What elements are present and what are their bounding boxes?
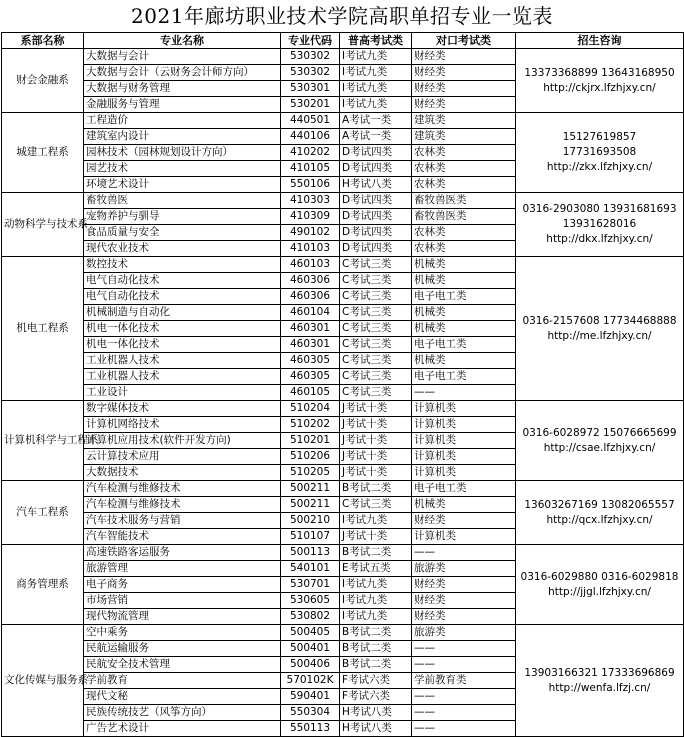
department-name: 商务管理系 xyxy=(2,545,84,625)
exam-category: I考试九类 xyxy=(340,593,412,609)
table-row xyxy=(2,113,684,129)
header-exam: 普高考试类 xyxy=(340,33,412,49)
page-title: 2021年廊坊职业技术学院高职单招专业一览表 xyxy=(131,4,553,28)
major-name: 大数据与财务管理 xyxy=(84,81,281,97)
contact-phone: 0316-6028972 15076665699 xyxy=(522,426,677,439)
major-code: 460305 xyxy=(281,369,340,385)
major-code: 510201 xyxy=(281,433,340,449)
major-code: 460105 xyxy=(281,385,340,401)
major-name: 汽车智能技术 xyxy=(84,529,281,545)
exam-category: C考试三类 xyxy=(340,273,412,289)
exam-category: C考试三类 xyxy=(340,337,412,353)
admission-contact xyxy=(516,257,684,401)
major-code: 490102 xyxy=(281,225,340,241)
contact-website[interactable]: http://wenfa.lfzj.cn/ xyxy=(548,681,651,694)
exam-category: B考试二类 xyxy=(340,481,412,497)
major-name: 云计算技术应用 xyxy=(84,449,281,465)
exam-category: C考试三类 xyxy=(340,305,412,321)
exam-category: C考试三类 xyxy=(340,497,412,513)
exam-category: J考试十类 xyxy=(340,433,412,449)
exam-category: A考试一类 xyxy=(340,129,412,145)
major-name: 大数据与会计 xyxy=(84,49,281,65)
major-name: 计算机应用技术(软件开发方向) xyxy=(84,433,281,449)
major-code: 510205 xyxy=(281,465,340,481)
exam-category: F考试六类 xyxy=(340,689,412,705)
major-code: 510107 xyxy=(281,529,340,545)
counter-exam-category: 财经类 xyxy=(412,97,516,113)
exam-category: D考试四类 xyxy=(340,145,412,161)
major-code: 500401 xyxy=(281,641,340,657)
header-code: 专业代码 xyxy=(281,33,340,49)
contact-website[interactable]: http://me.lfzhjxy.cn/ xyxy=(547,329,652,342)
major-name: 电气自动化技术 xyxy=(84,273,281,289)
counter-exam-category: 建筑类 xyxy=(412,113,516,129)
major-code: 510202 xyxy=(281,417,340,433)
counter-exam-category: 计算机类 xyxy=(412,465,516,481)
counter-exam-category: 旅游类 xyxy=(412,625,516,641)
table-row xyxy=(2,193,684,209)
exam-category: I考试九类 xyxy=(340,81,412,97)
contact-phone: 13903166321 17333696869 xyxy=(524,666,675,679)
major-code: 530701 xyxy=(281,577,340,593)
major-code: 460305 xyxy=(281,353,340,369)
counter-exam-category: 建筑类 xyxy=(412,129,516,145)
header-major: 专业名称 xyxy=(84,33,281,49)
counter-exam-category: 财经类 xyxy=(412,513,516,529)
major-code: 550106 xyxy=(281,177,340,193)
exam-category: F考试六类 xyxy=(340,673,412,689)
major-name: 旅游管理 xyxy=(84,561,281,577)
major-name: 学前教育 xyxy=(84,673,281,689)
exam-category: E考试五类 xyxy=(340,561,412,577)
major-code: 570102K xyxy=(281,673,340,689)
major-code: 460104 xyxy=(281,305,340,321)
major-name: 机电一体化技术 xyxy=(84,337,281,353)
counter-exam-category: —— xyxy=(412,545,516,561)
exam-category: C考试三类 xyxy=(340,353,412,369)
department-name: 汽车工程系 xyxy=(2,481,84,545)
exam-category: J考试十类 xyxy=(340,529,412,545)
exam-category: J考试十类 xyxy=(340,465,412,481)
majors-table xyxy=(1,32,684,737)
table-row xyxy=(2,625,684,641)
major-name: 汽车检测与维修技术 xyxy=(84,497,281,513)
major-name: 畜牧兽医 xyxy=(84,193,281,209)
major-code: 540101 xyxy=(281,561,340,577)
department-name: 城建工程系 xyxy=(2,113,84,193)
major-code: 460301 xyxy=(281,321,340,337)
exam-category: C考试三类 xyxy=(340,385,412,401)
admission-contact xyxy=(516,481,684,545)
counter-exam-category: 农林类 xyxy=(412,241,516,257)
counter-exam-category: 农林类 xyxy=(412,145,516,161)
table-row xyxy=(2,401,684,417)
major-code: 460306 xyxy=(281,273,340,289)
exam-category: C考试三类 xyxy=(340,257,412,273)
table-body xyxy=(2,49,684,737)
major-code: 440106 xyxy=(281,129,340,145)
department-name: 财会金融系 xyxy=(2,49,84,113)
counter-exam-category: 财经类 xyxy=(412,609,516,625)
contact-website[interactable]: http://ckjrx.lfzhjxy.cn/ xyxy=(543,81,656,94)
exam-category: D考试四类 xyxy=(340,241,412,257)
major-name: 机电一体化技术 xyxy=(84,321,281,337)
major-code: 460306 xyxy=(281,289,340,305)
counter-exam-category: 财经类 xyxy=(412,577,516,593)
major-code: 500211 xyxy=(281,497,340,513)
major-name: 工程造价 xyxy=(84,113,281,129)
admission-contact xyxy=(516,193,684,257)
header-contact: 招生咨询 xyxy=(516,33,684,49)
table-row xyxy=(2,481,684,497)
counter-exam-category: 财经类 xyxy=(412,593,516,609)
major-code: 530302 xyxy=(281,49,340,65)
counter-exam-category: 机械类 xyxy=(412,305,516,321)
exam-category: B考试二类 xyxy=(340,657,412,673)
major-name: 现代农业技术 xyxy=(84,241,281,257)
exam-category: I考试九类 xyxy=(340,609,412,625)
table-row xyxy=(2,257,684,273)
counter-exam-category: —— xyxy=(412,657,516,673)
major-name: 空中乘务 xyxy=(84,625,281,641)
major-name: 高速铁路客运服务 xyxy=(84,545,281,561)
contact-phone: 17731693508 xyxy=(562,146,637,158)
counter-exam-category: 农林类 xyxy=(412,225,516,241)
counter-exam-category: 财经类 xyxy=(412,49,516,65)
major-name: 数字媒体技术 xyxy=(84,401,281,417)
counter-exam-category: 计算机类 xyxy=(412,529,516,545)
admission-contact xyxy=(516,113,684,193)
admission-contact xyxy=(516,49,684,113)
counter-exam-category: 计算机类 xyxy=(412,449,516,465)
major-name: 金融服务与管理 xyxy=(84,97,281,113)
major-code: 410309 xyxy=(281,209,340,225)
major-name: 数控技术 xyxy=(84,257,281,273)
exam-category: H考试八类 xyxy=(340,177,412,193)
exam-category: C考试三类 xyxy=(340,321,412,337)
counter-exam-category: 学前教育类 xyxy=(412,673,516,689)
counter-exam-category: 财经类 xyxy=(412,65,516,81)
major-code: 500406 xyxy=(281,657,340,673)
major-code: 460301 xyxy=(281,337,340,353)
counter-exam-category: 机械类 xyxy=(412,273,516,289)
contact-phone: 13373368899 13643168950 xyxy=(524,66,675,79)
contact-phone: 13603267169 13082065557 xyxy=(524,498,675,511)
counter-exam-category: 计算机类 xyxy=(412,417,516,433)
exam-category: D考试四类 xyxy=(340,225,412,241)
exam-category: B考试二类 xyxy=(340,641,412,657)
counter-exam-category: 财经类 xyxy=(412,81,516,97)
department-name: 文化传媒与服务系 xyxy=(2,625,84,737)
contact-website[interactable]: http://dkx.lfzhjxy.cn/ xyxy=(546,233,653,245)
table-header-row xyxy=(2,33,684,49)
major-name: 现代文秘 xyxy=(84,689,281,705)
counter-exam-category: 畜牧兽医类 xyxy=(412,209,516,225)
major-code: 550113 xyxy=(281,721,340,737)
contact-website[interactable]: http://qcx.lfzhjxy.cn/ xyxy=(546,513,653,526)
major-name: 工业机器人技术 xyxy=(84,369,281,385)
counter-exam-category: 农林类 xyxy=(412,161,516,177)
contact-phone: 0316-6029880 0316-6029818 xyxy=(520,570,679,583)
counter-exam-category: 畜牧兽医类 xyxy=(412,193,516,209)
major-code: 460103 xyxy=(281,257,340,273)
major-code: 530302 xyxy=(281,65,340,81)
counter-exam-category: 计算机类 xyxy=(412,401,516,417)
exam-category: I考试九类 xyxy=(340,513,412,529)
major-name: 广告艺术设计 xyxy=(84,721,281,737)
exam-category: J考试十类 xyxy=(340,401,412,417)
exam-category: J考试十类 xyxy=(340,449,412,465)
major-name: 汽车技术服务与营销 xyxy=(84,513,281,529)
major-code: 440501 xyxy=(281,113,340,129)
counter-exam-category: 电子电工类 xyxy=(412,337,516,353)
major-code: 530605 xyxy=(281,593,340,609)
major-name: 电气自动化技术 xyxy=(84,289,281,305)
major-name: 工业设计 xyxy=(84,385,281,401)
counter-exam-category: 电子电工类 xyxy=(412,289,516,305)
counter-exam-category: —— xyxy=(412,641,516,657)
contact-website[interactable]: http://jjgl.lfzhjxy.cn/ xyxy=(548,585,651,598)
major-code: 410105 xyxy=(281,161,340,177)
major-name: 市场营销 xyxy=(84,593,281,609)
major-name: 大数据技术 xyxy=(84,465,281,481)
major-name: 大数据与会计（云财务会计师方向） xyxy=(84,65,281,81)
major-name: 民族传统技艺（风筝方向） xyxy=(84,705,281,721)
exam-category: C考试三类 xyxy=(340,369,412,385)
table-row xyxy=(2,545,684,561)
exam-category: I考试九类 xyxy=(340,97,412,113)
major-code: 530201 xyxy=(281,97,340,113)
exam-category: C考试三类 xyxy=(340,289,412,305)
major-name: 现代物流管理 xyxy=(84,609,281,625)
table-row xyxy=(2,49,684,65)
exam-category: D考试四类 xyxy=(340,209,412,225)
contact-phone: 15127619857 xyxy=(562,131,637,143)
major-name: 计算机网络技术 xyxy=(84,417,281,433)
major-name: 园林技术（园林规划设计方向） xyxy=(84,145,281,161)
contact-phone: 0316-2903080 13931681693 xyxy=(522,203,677,215)
department-name: 计算机科学与工程系 xyxy=(2,401,84,481)
admission-contact xyxy=(516,545,684,625)
major-name: 民航安全技术管理 xyxy=(84,657,281,673)
major-code: 500405 xyxy=(281,625,340,641)
counter-exam-category: 机械类 xyxy=(412,497,516,513)
counter-exam-category: —— xyxy=(412,705,516,721)
exam-category: I考试九类 xyxy=(340,577,412,593)
counter-exam-category: 机械类 xyxy=(412,353,516,369)
exam-category: J考试十类 xyxy=(340,417,412,433)
major-code: 590401 xyxy=(281,689,340,705)
exam-category: B考试二类 xyxy=(340,625,412,641)
major-code: 530802 xyxy=(281,609,340,625)
major-code: 500113 xyxy=(281,545,340,561)
admission-contact xyxy=(516,625,684,737)
major-code: 550304 xyxy=(281,705,340,721)
exam-category: H考试八类 xyxy=(340,705,412,721)
major-code: 500211 xyxy=(281,481,340,497)
major-name: 工业机器人技术 xyxy=(84,353,281,369)
major-name: 机械制造与自动化 xyxy=(84,305,281,321)
major-name: 民航运输服务 xyxy=(84,641,281,657)
exam-category: D考试四类 xyxy=(340,161,412,177)
counter-exam-category: 机械类 xyxy=(412,321,516,337)
exam-category: A考试一类 xyxy=(340,113,412,129)
major-code: 510206 xyxy=(281,449,340,465)
major-name: 宠物养护与驯导 xyxy=(84,209,281,225)
exam-category: I考试九类 xyxy=(340,65,412,81)
counter-exam-category: 农林类 xyxy=(412,177,516,193)
counter-exam-category: 旅游类 xyxy=(412,561,516,577)
counter-exam-category: —— xyxy=(412,721,516,737)
major-name: 电子商务 xyxy=(84,577,281,593)
admission-contact xyxy=(516,401,684,481)
major-name: 园艺技术 xyxy=(84,161,281,177)
contact-phone: 13931628016 xyxy=(562,218,637,230)
exam-category: D考试四类 xyxy=(340,193,412,209)
contact-phone: 0316-2157608 17734468888 xyxy=(522,314,677,327)
counter-exam-category: —— xyxy=(412,385,516,401)
department-name: 动物科学与技术系 xyxy=(2,193,84,257)
exam-category: B考试二类 xyxy=(340,545,412,561)
counter-exam-category: 计算机类 xyxy=(412,433,516,449)
counter-exam-category: 电子电工类 xyxy=(412,369,516,385)
major-name: 汽车检测与维修技术 xyxy=(84,481,281,497)
major-code: 410202 xyxy=(281,145,340,161)
contact-website[interactable]: http://csae.lfzhjxy.cn/ xyxy=(543,441,656,454)
header-counter: 对口考试类 xyxy=(412,33,516,49)
major-name: 环境艺术设计 xyxy=(84,177,281,193)
exam-category: H考试八类 xyxy=(340,721,412,737)
major-code: 500210 xyxy=(281,513,340,529)
major-code: 510204 xyxy=(281,401,340,417)
major-code: 410303 xyxy=(281,193,340,209)
counter-exam-category: 电子电工类 xyxy=(412,481,516,497)
department-name: 机电工程系 xyxy=(2,257,84,401)
major-name: 食品质量与安全 xyxy=(84,225,281,241)
contact-website[interactable]: http://zkx.lfzhjxy.cn/ xyxy=(546,161,653,173)
major-code: 530301 xyxy=(281,81,340,97)
counter-exam-category: 机械类 xyxy=(412,257,516,273)
major-code: 410103 xyxy=(281,241,340,257)
major-name: 建筑室内设计 xyxy=(84,129,281,145)
counter-exam-category: —— xyxy=(412,689,516,705)
exam-category: I考试九类 xyxy=(340,49,412,65)
header-dept: 系部名称 xyxy=(2,33,84,49)
